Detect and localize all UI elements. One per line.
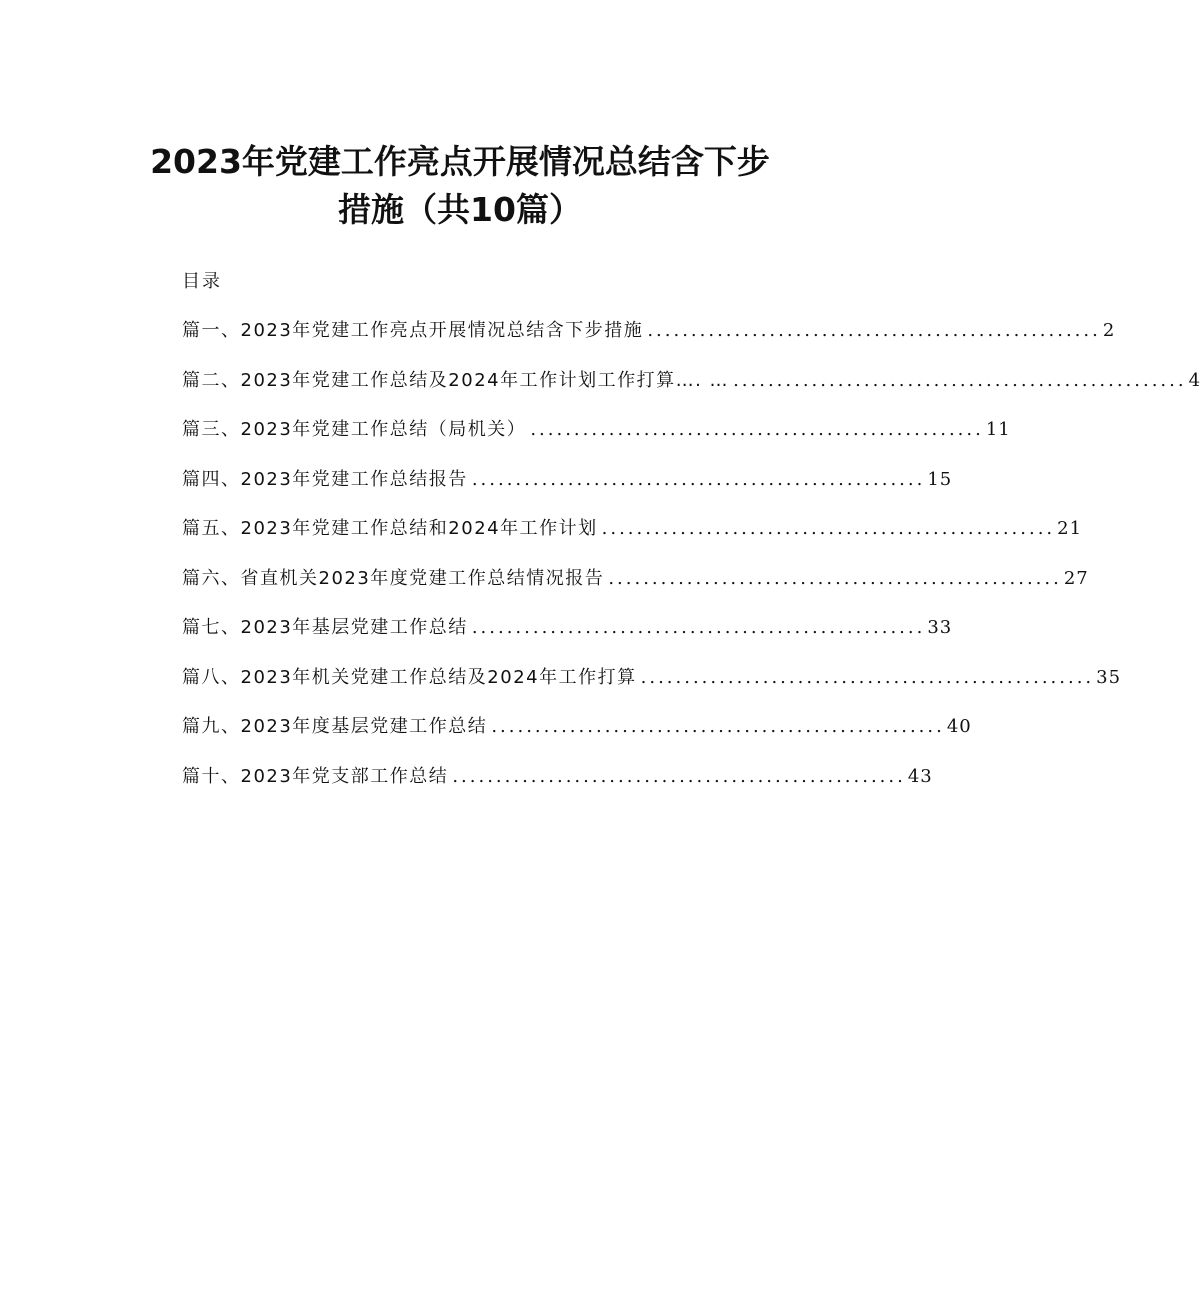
toc-entry-page-number: 35 xyxy=(1096,666,1122,688)
toc-entry-title: 篇七、2023年基层党建工作总结 xyxy=(182,617,468,638)
toc-entry[interactable] xyxy=(182,613,953,663)
toc-leader-dots: .................................................... xyxy=(647,320,1101,341)
toc-leader-dots: .................................................... xyxy=(491,716,945,737)
toc-entry-page-number: 21 xyxy=(1057,518,1083,539)
toc-leader-dots: .................................................... xyxy=(601,518,1056,539)
toc-entry[interactable] xyxy=(182,415,1011,465)
toc-leader-dots: .................................................... xyxy=(733,369,1187,391)
toc-leader-dots: .................................................... xyxy=(452,765,906,787)
toc-entry[interactable] xyxy=(182,564,1089,614)
toc-entry[interactable] xyxy=(182,712,972,762)
toc-entry-title: 篇二、2023年党建工作总结及2024年工作计划工作打算…. … xyxy=(182,369,730,391)
toc-leader-dots: .................................................... xyxy=(608,567,1062,589)
toc-entry-page-number: 40 xyxy=(946,716,972,737)
toc-leader-dots: .................................................... xyxy=(471,468,926,490)
toc-entry-page-number: 33 xyxy=(927,617,953,638)
table-of-contents xyxy=(182,316,1201,811)
toc-leader-dots: .................................................... xyxy=(530,419,984,440)
toc-entry[interactable] xyxy=(182,316,1116,366)
toc-entry[interactable] xyxy=(182,465,953,515)
document-title-line-2: 措施（共10篇） xyxy=(338,190,582,229)
toc-entry[interactable] xyxy=(182,366,1201,416)
toc-entry-title: 篇八、2023年机关党建工作总结及2024年工作打算 xyxy=(182,666,637,688)
toc-leader-dots: .................................................... xyxy=(640,666,1095,688)
toc-entry-title: 篇四、2023年党建工作总结报告 xyxy=(182,468,468,490)
toc-heading: 目录 xyxy=(182,271,222,292)
toc-entry-page-number: 15 xyxy=(927,468,953,490)
toc-entry[interactable] xyxy=(182,514,1083,564)
toc-leader-dots: .................................................... xyxy=(471,617,926,638)
toc-entry-title: 篇九、2023年度基层党建工作总结 xyxy=(182,716,488,737)
toc-entry[interactable] xyxy=(182,762,933,812)
toc-entry-title: 篇一、2023年党建工作亮点开展情况总结含下步措施 xyxy=(182,320,644,341)
toc-entry-page-number: 43 xyxy=(907,765,933,787)
toc-entry-page-number: 2 xyxy=(1102,320,1116,341)
toc-entry-title: 篇十、2023年党支部工作总结 xyxy=(182,765,449,787)
toc-entry-title: 篇六、省直机关2023年度党建工作总结情况报告 xyxy=(182,567,605,589)
toc-entry[interactable] xyxy=(182,663,1122,713)
toc-entry-page-number: 27 xyxy=(1063,567,1089,589)
document-title-line-1: 2023年党建工作亮点开展情况总结含下步 xyxy=(150,142,770,181)
toc-entry-title: 篇三、2023年党建工作总结（局机关） xyxy=(182,419,527,440)
toc-entry-title: 篇五、2023年党建工作总结和2024年工作计划 xyxy=(182,518,598,539)
toc-entry-page-number: 11 xyxy=(985,419,1011,440)
toc-entry-page-number: 4 xyxy=(1188,369,1201,391)
